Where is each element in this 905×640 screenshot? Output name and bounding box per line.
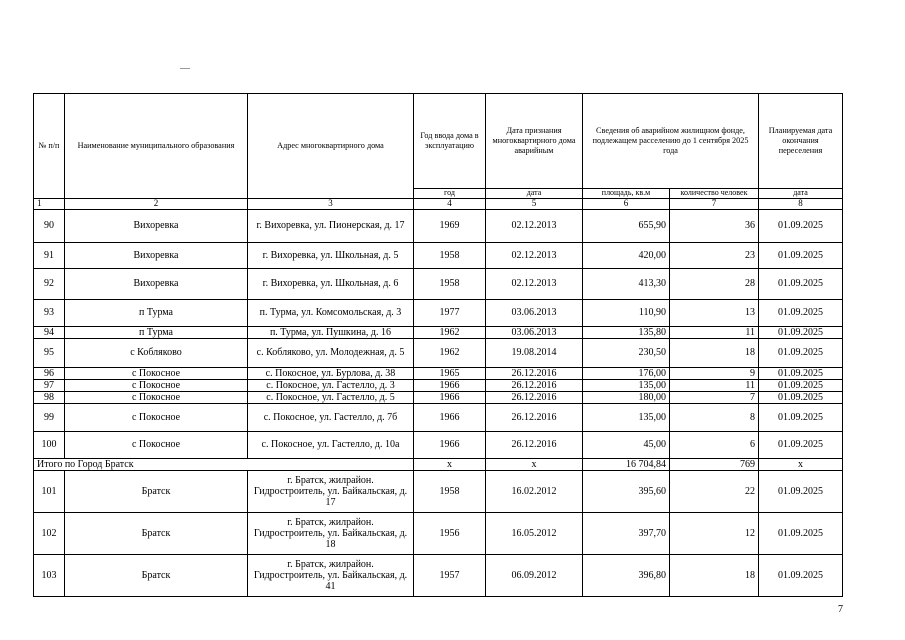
people-cell: 7 bbox=[670, 391, 759, 403]
date-cell: 02.12.2013 bbox=[486, 242, 583, 268]
area-cell: 420,00 bbox=[583, 242, 670, 268]
header-num: № п/п bbox=[34, 94, 65, 199]
subheader-date: дата bbox=[486, 189, 583, 199]
municipality-cell: Братск bbox=[65, 512, 248, 554]
total-people: 769 bbox=[670, 458, 759, 470]
municipality-cell: с Покосное bbox=[65, 403, 248, 431]
date-cell: 26.12.2016 bbox=[486, 403, 583, 431]
plan-date-cell: 01.09.2025 bbox=[759, 512, 843, 554]
table-row bbox=[34, 299, 843, 326]
plan-date-cell: 01.09.2025 bbox=[759, 268, 843, 299]
table-row bbox=[34, 326, 843, 338]
row-number: 97 bbox=[34, 379, 65, 391]
subheader-date2: дата bbox=[759, 189, 843, 199]
address-cell: г. Братск, жилрайон. Гидростроитель, ул. Байкальская, д. 17 bbox=[248, 470, 414, 512]
people-cell: 11 bbox=[670, 326, 759, 338]
address-cell: г. Братск, жилрайон. Гидростроитель, ул. Байкальская, д. 41 bbox=[248, 554, 414, 596]
row-number: 96 bbox=[34, 367, 65, 379]
area-cell: 230,50 bbox=[583, 338, 670, 367]
header-date-recognition: Дата признания многоквартирного дома аварийным bbox=[486, 94, 583, 189]
area-cell: 110,90 bbox=[583, 299, 670, 326]
index-cell: 6 bbox=[583, 198, 670, 209]
address-cell: г. Вихоревка, ул. Пионерская, д. 17 bbox=[248, 209, 414, 242]
people-cell: 13 bbox=[670, 299, 759, 326]
subheader-people: количество человек bbox=[670, 189, 759, 199]
address-cell: с. Покосное, ул. Гастелло, д. 10а bbox=[248, 431, 414, 458]
address-cell: п. Турма, ул. Пушкина, д. 16 bbox=[248, 326, 414, 338]
people-cell: 8 bbox=[670, 403, 759, 431]
people-cell: 28 bbox=[670, 268, 759, 299]
people-cell: 22 bbox=[670, 470, 759, 512]
people-cell: 11 bbox=[670, 379, 759, 391]
municipality-cell: с Покосное bbox=[65, 379, 248, 391]
municipality-cell: Вихоревка bbox=[65, 242, 248, 268]
table-row bbox=[34, 379, 843, 391]
plan-date-cell: 01.09.2025 bbox=[759, 554, 843, 596]
year-cell: 1957 bbox=[414, 554, 486, 596]
plan-date-cell: 01.09.2025 bbox=[759, 470, 843, 512]
date-cell: 26.12.2016 bbox=[486, 367, 583, 379]
plan-date-cell: 01.09.2025 bbox=[759, 431, 843, 458]
area-cell: 655,90 bbox=[583, 209, 670, 242]
area-cell: 135,80 bbox=[583, 326, 670, 338]
year-cell: 1958 bbox=[414, 470, 486, 512]
address-cell: г. Вихоревка, ул. Школьная, д. 6 bbox=[248, 268, 414, 299]
date-cell: 26.12.2016 bbox=[486, 391, 583, 403]
plan-date-cell: 01.09.2025 bbox=[759, 209, 843, 242]
address-cell: г. Братск, жилрайон. Гидростроитель, ул. Байкальская, д. 18 bbox=[248, 512, 414, 554]
year-cell: 1966 bbox=[414, 403, 486, 431]
people-cell: 9 bbox=[670, 367, 759, 379]
header-municipality: Наименование муниципального образования bbox=[65, 94, 248, 199]
plan-date-cell: 01.09.2025 bbox=[759, 367, 843, 379]
plan-date-cell: 01.09.2025 bbox=[759, 299, 843, 326]
table-row bbox=[34, 209, 843, 242]
municipality-cell: п Турма bbox=[65, 299, 248, 326]
header-address: Адрес многоквартирного дома bbox=[248, 94, 414, 199]
area-cell: 397,70 bbox=[583, 512, 670, 554]
address-cell: п. Турма, ул. Комсомольская, д. 3 bbox=[248, 299, 414, 326]
year-cell: 1966 bbox=[414, 379, 486, 391]
row-number: 93 bbox=[34, 299, 65, 326]
people-cell: 6 bbox=[670, 431, 759, 458]
index-row bbox=[34, 198, 843, 209]
total-row bbox=[34, 458, 843, 470]
table-row bbox=[34, 338, 843, 367]
people-cell: 18 bbox=[670, 338, 759, 367]
table-row bbox=[34, 242, 843, 268]
municipality-cell: Вихоревка bbox=[65, 209, 248, 242]
index-cell: 2 bbox=[65, 198, 248, 209]
index-cell: 1 bbox=[34, 198, 65, 209]
plan-date-cell: 01.09.2025 bbox=[759, 391, 843, 403]
total-area: 16 704,84 bbox=[583, 458, 670, 470]
people-cell: 36 bbox=[670, 209, 759, 242]
header-year: Год ввода дома в эксплуатацию bbox=[414, 94, 486, 189]
area-cell: 396,80 bbox=[583, 554, 670, 596]
header-row bbox=[34, 94, 843, 189]
table-row bbox=[34, 512, 843, 554]
area-cell: 176,00 bbox=[583, 367, 670, 379]
municipality-cell: п Турма bbox=[65, 326, 248, 338]
subheader-area: площадь, кв.м bbox=[583, 189, 670, 199]
row-number: 92 bbox=[34, 268, 65, 299]
table-row bbox=[34, 268, 843, 299]
year-cell: 1958 bbox=[414, 268, 486, 299]
date-cell: 26.12.2016 bbox=[486, 379, 583, 391]
row-number: 103 bbox=[34, 554, 65, 596]
total-label: Итого по Город Братск bbox=[34, 458, 414, 470]
municipality-cell: Братск bbox=[65, 554, 248, 596]
area-cell: 45,00 bbox=[583, 431, 670, 458]
row-number: 91 bbox=[34, 242, 65, 268]
area-cell: 135,00 bbox=[583, 379, 670, 391]
people-cell: 23 bbox=[670, 242, 759, 268]
row-number: 100 bbox=[34, 431, 65, 458]
year-cell: 1977 bbox=[414, 299, 486, 326]
municipality-cell: Вихоревка bbox=[65, 268, 248, 299]
municipality-cell: с Покосное bbox=[65, 391, 248, 403]
index-cell: 4 bbox=[414, 198, 486, 209]
total-plan: x bbox=[759, 458, 843, 470]
date-cell: 02.12.2013 bbox=[486, 209, 583, 242]
date-cell: 16.05.2012 bbox=[486, 512, 583, 554]
people-cell: 18 bbox=[670, 554, 759, 596]
date-cell: 16.02.2012 bbox=[486, 470, 583, 512]
people-cell: 12 bbox=[670, 512, 759, 554]
date-cell: 06.09.2012 bbox=[486, 554, 583, 596]
date-cell: 03.06.2013 bbox=[486, 326, 583, 338]
row-number: 102 bbox=[34, 512, 65, 554]
area-cell: 180,00 bbox=[583, 391, 670, 403]
year-cell: 1965 bbox=[414, 367, 486, 379]
row-number: 95 bbox=[34, 338, 65, 367]
header-planned-date: Планируемая дата окончания переселения bbox=[759, 94, 843, 189]
index-cell: 5 bbox=[486, 198, 583, 209]
plan-date-cell: 01.09.2025 bbox=[759, 403, 843, 431]
row-number: 99 bbox=[34, 403, 65, 431]
year-cell: 1956 bbox=[414, 512, 486, 554]
table-row bbox=[34, 554, 843, 596]
date-cell: 03.06.2013 bbox=[486, 299, 583, 326]
row-number: 98 bbox=[34, 391, 65, 403]
year-cell: 1962 bbox=[414, 326, 486, 338]
plan-date-cell: 01.09.2025 bbox=[759, 379, 843, 391]
area-cell: 413,30 bbox=[583, 268, 670, 299]
municipality-cell: с Покосное bbox=[65, 367, 248, 379]
scan-mark bbox=[180, 68, 190, 69]
year-cell: 1966 bbox=[414, 391, 486, 403]
municipality-cell: с Покосное bbox=[65, 431, 248, 458]
area-cell: 395,60 bbox=[583, 470, 670, 512]
date-cell: 19.08.2014 bbox=[486, 338, 583, 367]
address-cell: с. Покосное, ул. Бурлова, д. 38 bbox=[248, 367, 414, 379]
row-number: 90 bbox=[34, 209, 65, 242]
plan-date-cell: 01.09.2025 bbox=[759, 326, 843, 338]
plan-date-cell: 01.09.2025 bbox=[759, 338, 843, 367]
index-cell: 3 bbox=[248, 198, 414, 209]
row-number: 101 bbox=[34, 470, 65, 512]
address-cell: с. Покосное, ул. Гастелло, д. 5 bbox=[248, 391, 414, 403]
plan-date-cell: 01.09.2025 bbox=[759, 242, 843, 268]
year-cell: 1966 bbox=[414, 431, 486, 458]
year-cell: 1962 bbox=[414, 338, 486, 367]
municipality-cell: Братск bbox=[65, 470, 248, 512]
index-cell: 8 bbox=[759, 198, 843, 209]
year-cell: 1958 bbox=[414, 242, 486, 268]
table-row bbox=[34, 431, 843, 458]
year-cell: 1969 bbox=[414, 209, 486, 242]
address-cell: г. Вихоревка, ул. Школьная, д. 5 bbox=[248, 242, 414, 268]
table-row bbox=[34, 403, 843, 431]
table-row bbox=[34, 367, 843, 379]
address-cell: с. Покосное, ул. Гастелло, д. 7б bbox=[248, 403, 414, 431]
address-cell: с. Кобляково, ул. Молодежная, д. 5 bbox=[248, 338, 414, 367]
total-date: x bbox=[486, 458, 583, 470]
row-number: 94 bbox=[34, 326, 65, 338]
table-row bbox=[34, 391, 843, 403]
housing-table bbox=[33, 93, 843, 597]
header-info: Сведения об аварийном жилищном фонде, подлежащем расселению до 1 сентября 2025 года bbox=[583, 94, 759, 189]
index-cell: 7 bbox=[670, 198, 759, 209]
page-number: 7 bbox=[838, 604, 843, 615]
address-cell: с. Покосное, ул. Гастелло, д. 3 bbox=[248, 379, 414, 391]
area-cell: 135,00 bbox=[583, 403, 670, 431]
municipality-cell: с Кобляково bbox=[65, 338, 248, 367]
subheader-year: год bbox=[414, 189, 486, 199]
date-cell: 26.12.2016 bbox=[486, 431, 583, 458]
date-cell: 02.12.2013 bbox=[486, 268, 583, 299]
table-row bbox=[34, 470, 843, 512]
total-year: x bbox=[414, 458, 486, 470]
